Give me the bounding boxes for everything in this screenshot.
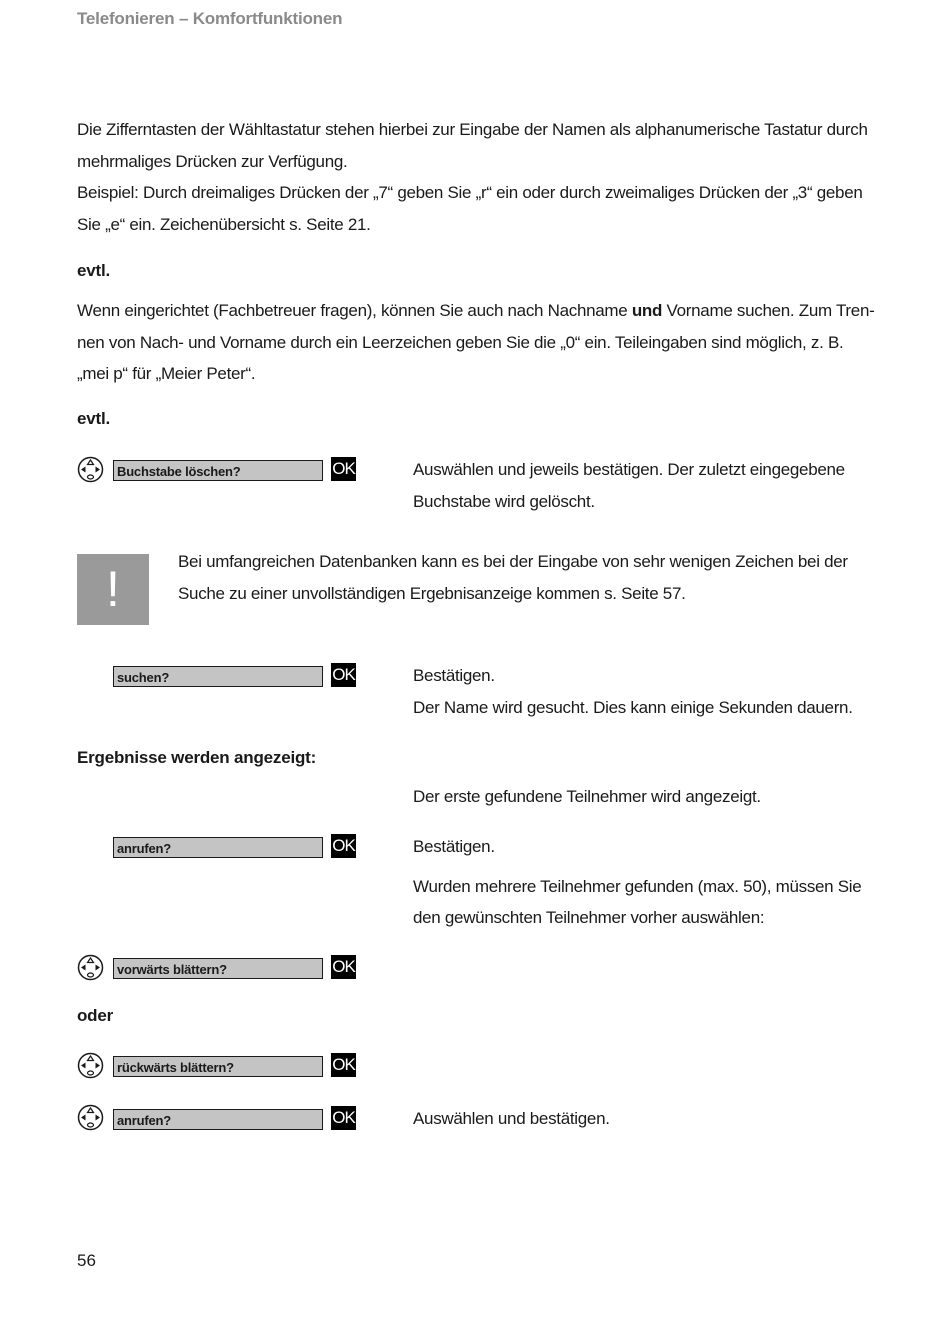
phone-display-call: anrufen? <box>113 837 323 858</box>
desc-line: Auswählen und bestätigen. <box>413 1109 610 1128</box>
phone-display-scroll-backward: rückwärts blättern? <box>113 1056 323 1077</box>
name-search-line: „mei p“ für „Meier Peter“. <box>77 364 256 383</box>
phone-display-call: anrufen? <box>113 1109 323 1130</box>
page-number: 56 <box>77 1251 96 1270</box>
ok-key: OK <box>331 1106 356 1130</box>
warning-text <box>178 546 878 609</box>
intro-paragraph <box>77 114 877 240</box>
intro-line: Beispiel: Durch dreimaliges Drücken der „7“ geben Sie „r“ ein oder durch zweimaliges Drücken der „3“ geben <box>77 183 863 202</box>
running-header: Telefonieren – Komfortfunktionen <box>77 9 343 28</box>
oder-label: oder <box>77 1006 114 1025</box>
desc-line: Bestätigen. <box>413 837 495 856</box>
text-span: Wenn eingerichtet (Fachbetreuer fragen), können Sie auch nach Nachname <box>77 301 632 320</box>
ok-key: OK <box>331 663 356 687</box>
name-search-line <box>77 295 877 327</box>
step-description <box>413 831 883 934</box>
results-description: Der erste gefundene Teilnehmer wird angezeigt. <box>413 787 761 806</box>
desc-line: Wurden mehrere Teilnehmer gefunden (max. 50), müssen Sie <box>413 876 862 896</box>
name-search-line: nen von Nach- und Vorname durch ein Leerzeichen geben Sie die „0“ ein. Teileingaben sind möglich, z. B. <box>77 332 844 352</box>
ok-key: OK <box>331 955 356 979</box>
desc-line: Buchstabe wird gelöscht. <box>413 491 595 511</box>
warning-line: Bei umfangreichen Datenbanken kann es bei der Eingabe von sehr wenigen Zeichen bei der <box>178 552 848 571</box>
intro-line: Die Zifferntasten der Wähltastatur stehen hierbei zur Eingabe der Namen als alphanumerische Tastatur durch <box>77 120 868 139</box>
phone-display-delete-letter: Buchstabe löschen? <box>113 460 323 481</box>
phone-display-search: suchen? <box>113 666 323 687</box>
name-search-paragraph <box>77 295 877 390</box>
ok-key: OK <box>331 1053 356 1077</box>
step-description <box>413 1103 883 1135</box>
desc-line: den gewünschten Teilnehmer vorher auswählen: <box>413 908 765 927</box>
navigation-key-icon <box>77 1104 104 1131</box>
evtl-label: evtl. <box>77 409 111 428</box>
navigation-key-icon <box>77 456 104 483</box>
warning-line: Suche zu einer unvollständigen Ergebnisanzeige kommen s. Seite 57. <box>178 583 686 603</box>
step-description <box>413 454 883 517</box>
desc-line: Auswählen und jeweils bestätigen. Der zuletzt eingegebene <box>413 460 845 479</box>
intro-line: Sie „e“ ein. Zeichenübersicht s. Seite 21. <box>77 214 371 234</box>
desc-line: Der Name wird gesucht. Dies kann einige Sekunden dauern. <box>413 697 853 717</box>
warning-icon: ! <box>77 554 149 625</box>
navigation-key-icon <box>77 954 104 981</box>
phone-display-scroll-forward: vorwärts blättern? <box>113 958 323 979</box>
desc-line: Bestätigen. <box>413 666 495 685</box>
text-span: Vorname suchen. Zum Tren- <box>662 301 875 320</box>
ok-key: OK <box>331 834 356 858</box>
bold-word: und <box>631 301 663 320</box>
navigation-key-icon <box>77 1052 104 1079</box>
intro-line: mehrmaliges Drücken zur Verfügung. <box>77 151 348 171</box>
ok-key: OK <box>331 457 356 481</box>
results-label: Ergebnisse werden angezeigt: <box>77 748 317 767</box>
step-description <box>413 660 883 723</box>
evtl-label: evtl. <box>77 261 111 280</box>
